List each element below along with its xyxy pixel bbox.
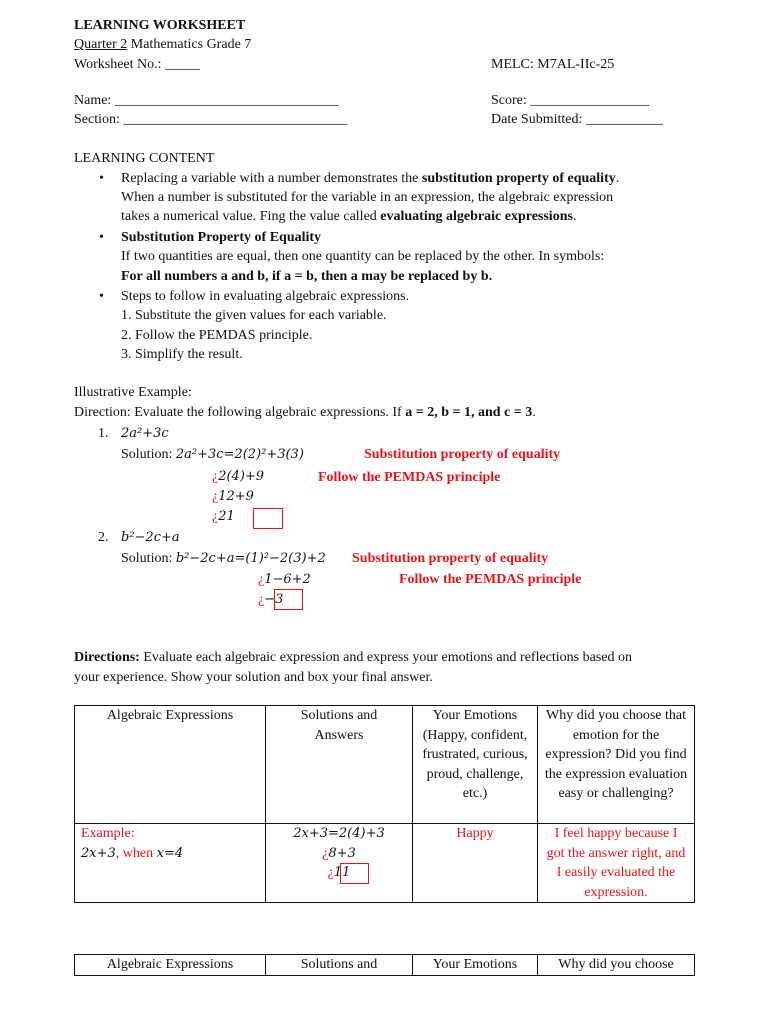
key-term: evaluating algebraic expressions	[380, 209, 573, 224]
example-direction	[74, 403, 536, 423]
expression-line	[81, 844, 262, 864]
step-3: 3. Simplify the result.	[121, 347, 243, 362]
subject-label: Mathematics Grade 7	[127, 37, 252, 52]
column-header: Your Emotions (Happy, confident, frustrated, curious, proud, challenge, etc.)	[413, 706, 538, 824]
solution-cell	[266, 824, 413, 903]
worksheet-title: LEARNING WORKSHEET	[74, 18, 246, 33]
text: Replacing a variable with a number demonstrates the	[121, 171, 422, 186]
step-value: 8+3	[328, 845, 356, 861]
text: Direction: Evaluate the following algebraic expressions. If	[74, 405, 406, 420]
example-2-solution	[121, 549, 326, 569]
column-header: Why did you choose that emotion for the expression? Did you find the expression evaluation easy or challenging?	[538, 706, 695, 824]
bullet-1-line-1	[121, 169, 619, 189]
step-1: 1. Substitute the given values for each variable.	[121, 308, 387, 323]
condition-text: , when	[115, 845, 157, 861]
annotation-pemdas: Follow the PEMDAS principle	[318, 470, 501, 485]
column-header: Your Emotions	[413, 955, 538, 976]
given-values: a = 2, b = 1, and c = 3	[405, 405, 533, 420]
column-header: Solutions and Answers	[266, 706, 413, 824]
bullet: •	[99, 230, 104, 245]
evaluation-table	[74, 705, 695, 903]
directions-line-2: your experience. Show your solution and box your final answer.	[74, 670, 433, 685]
bullet: •	[99, 289, 104, 304]
worksheet-number: Worksheet No.: _____	[74, 57, 201, 72]
directions-label: Directions:	[74, 650, 140, 665]
score-field: Score: _________________	[491, 93, 650, 108]
example-1-step-4	[212, 507, 235, 527]
directions-line-1	[74, 648, 632, 668]
step-2: 2. Follow the PEMDAS principle.	[121, 328, 313, 343]
example-1-step-2	[212, 467, 264, 487]
final-answer: −3	[264, 592, 284, 607]
example-1-solution	[121, 445, 304, 465]
equals-glyph: ¿	[322, 845, 329, 861]
answer-box	[274, 589, 303, 610]
bullet-2-line-2: If two quantities are equal, then one quantity can be replaced by the other. In symbols:	[121, 249, 605, 264]
bullet-1-line-3	[121, 207, 576, 227]
annotation-pemdas: Follow the PEMDAS principle	[399, 572, 582, 587]
annotation-substitution: Substitution property of equality	[352, 551, 549, 566]
example-heading: Illustrative Example:	[74, 385, 192, 400]
equals-glyph: ¿	[212, 489, 219, 504]
reason-cell: I feel happy because I got the answer right, and I easily evaluated the expression.	[538, 824, 695, 903]
section-field: Section: ________________________________	[74, 112, 348, 127]
equals-glyph: ¿	[258, 572, 265, 587]
example-1-number: 1.	[98, 426, 109, 441]
text: .	[572, 209, 577, 224]
learning-content-heading: LEARNING CONTENT	[74, 151, 215, 166]
annotation-substitution: Substitution property of equality	[364, 447, 561, 462]
step-value: 2(4)+9	[218, 469, 265, 484]
text: takes a numerical value. Fing the value called	[121, 209, 381, 224]
step-substitution: 2a²+3c=2(2)²+3(3)	[175, 447, 304, 462]
step-substitution: b²−2c+a=(1)²−2(3)+2	[175, 551, 326, 566]
solution-step: 2x+3=2(4)+3	[293, 826, 385, 841]
name-field: Name: ________________________________	[74, 93, 339, 108]
answer-box	[253, 508, 283, 529]
example-2-step-2	[258, 570, 311, 590]
solution-label: Solution:	[121, 447, 176, 462]
bullet: •	[99, 171, 104, 186]
step-value: 12+9	[218, 489, 254, 504]
date-submitted-field: Date Submitted: ___________	[491, 112, 663, 127]
quarter-label: Quarter 2	[74, 37, 128, 52]
equals-glyph: ¿	[258, 592, 265, 607]
expression: 2x+3	[81, 845, 116, 861]
step-value: 1−6+2	[264, 572, 311, 587]
example-2-number: 2.	[98, 530, 109, 545]
solution-label: Solution:	[121, 551, 176, 566]
table-header-row	[75, 955, 695, 976]
key-term: substitution property of equality	[421, 171, 616, 186]
column-header: Why did you choose	[538, 955, 695, 976]
column-header: Algebraic Expressions	[75, 706, 266, 824]
quarter-line	[74, 35, 251, 55]
answer-box	[340, 863, 369, 884]
text: .	[532, 405, 536, 420]
melc-code: MELC: M7AL-IIc-25	[491, 57, 615, 72]
condition: x=4	[156, 845, 184, 861]
column-header: Algebraic Expressions	[75, 955, 266, 976]
table-row	[75, 824, 695, 903]
equals-glyph: ¿	[212, 469, 219, 484]
text: .	[615, 171, 620, 186]
solution-step	[269, 863, 409, 883]
bullet-2-line-3: For all numbers a and b, if a = b, then a may be replaced by b.	[121, 269, 493, 284]
emotion-cell: Happy	[413, 824, 538, 903]
example-label: Example:	[81, 826, 135, 841]
equals-glyph: ¿	[212, 509, 219, 524]
column-header: Solutions and	[266, 955, 413, 976]
example-1-expression: 2a²+3c	[121, 426, 169, 441]
final-answer: 21	[218, 509, 235, 524]
expression-cell	[75, 824, 266, 903]
equals-glyph: ¿	[327, 865, 334, 880]
solution-step	[269, 844, 409, 864]
example-2-expression: b²−2c+a	[121, 530, 180, 545]
bullet-2-title: Substitution Property of Equality	[121, 230, 322, 245]
bullet-3-title: Steps to follow in evaluating algebraic expressions.	[121, 289, 410, 304]
example-1-step-3	[212, 487, 254, 507]
bullet-1-line-2: When a number is substituted for the variable in an expression, the algebraic expression	[121, 190, 614, 205]
table-header-row	[75, 706, 695, 824]
final-answer: 11	[333, 865, 351, 880]
text: Evaluate each algebraic expression and express your emotions and reflections based on	[139, 650, 632, 665]
answer-table	[74, 954, 695, 976]
